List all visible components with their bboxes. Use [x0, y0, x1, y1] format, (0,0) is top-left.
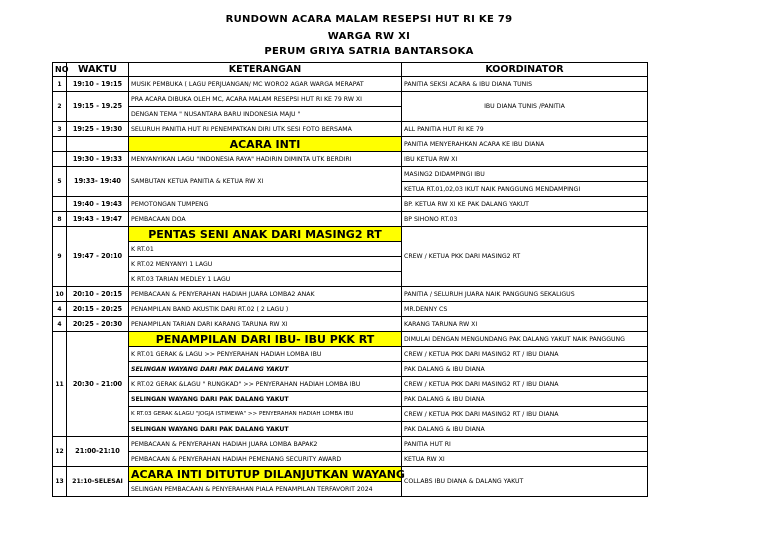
row-no — [53, 137, 67, 152]
row-no: 2 — [53, 92, 67, 122]
row-no: 12 — [53, 437, 67, 467]
row-koordinator: CREW / KETUA PKK DARI MASING2 RT — [402, 227, 648, 287]
row-keterangan: K RT.02 MENYANYI 1 LAGU — [129, 257, 402, 272]
table-row — [53, 122, 648, 137]
row-waktu: 19:40 - 19:43 — [67, 197, 129, 212]
row-koordinator: PAK DALANG & IBU DIANA — [402, 422, 648, 437]
row-no: 1 — [53, 77, 67, 92]
row-waktu: 19:15 - 19.25 — [67, 92, 129, 122]
table-header-row — [53, 63, 648, 77]
row-no: 4 — [53, 302, 67, 317]
row-koordinator: PANITIA / SELURUH JUARA NAIK PANGGUNG SEKALIGUS — [402, 287, 648, 302]
section-banner-pkk: PENAMPILAN DARI IBU- IBU PKK RT — [129, 332, 402, 347]
row-waktu: 19:43 - 19:47 — [67, 212, 129, 227]
col-waktu: WAKTU — [67, 63, 129, 77]
row-no: 10 — [53, 287, 67, 302]
section-banner-penutup: ACARA INTI DITUTUP DILANJUTKAN WAYANG — [129, 467, 402, 482]
row-koordinator: KARANG TARUNA RW XI — [402, 317, 648, 332]
row-waktu: 19:47 - 20:10 — [67, 227, 129, 287]
row-waktu: 21:00-21:10 — [67, 437, 129, 467]
table-row — [53, 167, 648, 182]
row-keterangan: K RT.03 GERAK &LAGU "JOGJA ISTIMEWA" >> PENYERAHAN HADIAH LOMBA IBU — [129, 407, 402, 422]
row-keterangan: PEMBACAAN & PENYERAHAN HADIAH JUARA LOMBA BAPAK2 — [129, 437, 402, 452]
row-koordinator: KETUA RT.01,02,03 IKUT NAIK PANGGUNG MENDAMPINGI — [402, 182, 648, 197]
row-koordinator: ALL PANITIA HUT RI KE 79 — [402, 122, 648, 137]
table-row — [53, 347, 648, 362]
table-row — [53, 302, 648, 317]
section-banner-acara-inti: ACARA INTI — [129, 137, 402, 152]
doc-subtitle: WARGA RW XI — [327, 31, 411, 42]
table-row — [53, 137, 648, 152]
row-koordinator: IBU KETUA RW XI — [402, 152, 648, 167]
row-waktu: 20:10 - 20:15 — [67, 287, 129, 302]
col-keterangan: KETERANGAN — [129, 63, 402, 77]
table-row — [53, 422, 648, 437]
row-keterangan: PENAMPILAN TARIAN DARI KARANG TARUNA RW XI — [129, 317, 402, 332]
row-keterangan: SAMBUTAN KETUA PANITIA & KETUA RW XI — [129, 167, 402, 197]
row-no: 4 — [53, 317, 67, 332]
row-no: 5 — [53, 167, 67, 197]
row-koordinator: KETUA RW XI — [402, 452, 648, 467]
row-koordinator: CREW / KETUA PKK DARI MASING2 RT / IBU DIANA — [402, 407, 648, 422]
row-koordinator: CREW / KETUA PKK DARI MASING2 RT / IBU DIANA — [402, 347, 648, 362]
row-keterangan: K RT.01 — [129, 242, 402, 257]
row-no — [53, 152, 67, 167]
row-waktu: 19:10 - 19:15 — [67, 77, 129, 92]
row-koordinator: MASING2 DIDAMPINGI IBU — [402, 167, 648, 182]
row-keterangan: PEMBACAAN DOA — [129, 212, 402, 227]
col-koordinator: KOORDINATOR — [402, 63, 648, 77]
row-waktu: 20:30 - 21:00 — [67, 332, 129, 437]
row-keterangan: SELINGAN WAYANG DARI PAK DALANG YAKUT — [129, 422, 402, 437]
row-keterangan: K RT.02 GERAK &LAGU " RUNGKAD" >> PENYERAHAN HADIAH LOMBA IBU — [129, 377, 402, 392]
row-koordinator: PANITIA SEKSI ACARA & IBU DIANA TUNIS — [402, 77, 648, 92]
section-banner-pentas-seni: PENTAS SENI ANAK DARI MASING2 RT — [129, 227, 402, 242]
row-no — [53, 197, 67, 212]
row-keterangan: SELINGAN PEMBACAAN & PENYERAHAN PIALA PENAMPILAN TERFAVORIT 2024 — [129, 482, 402, 497]
row-koordinator: PAK DALANG & IBU DIANA — [402, 362, 648, 377]
row-koordinator: CREW / KETUA PKK DARI MASING2 RT / IBU DIANA — [402, 377, 648, 392]
row-koordinator: IBU DIANA TUNIS /PANITIA — [402, 92, 648, 122]
table-row — [53, 212, 648, 227]
table-row — [53, 407, 648, 422]
row-waktu: 20:15 - 20:25 — [67, 302, 129, 317]
table-row — [53, 377, 648, 392]
table-row — [53, 362, 648, 377]
row-keterangan: DENGAN TEMA " NUSANTARA BARU INDONESIA MAJU " — [129, 107, 402, 122]
row-koordinator: COLLABS IBU DIANA & DALANG YAKUT — [402, 467, 648, 497]
row-keterangan: MUSIK PEMBUKA ( LAGU PERJUANGAN/ MC WORO2 AGAR WARGA MERAPAT — [129, 77, 402, 92]
row-keterangan: PEMBACAAN & PENYERAHAN HADIAH PEMENANG SECURITY AWARD — [129, 452, 402, 467]
row-keterangan: MENYANYIKAN LAGU "INDONESIA RAYA" HADIRIN DIMINTA UTK BERDIRI — [129, 152, 402, 167]
table-row — [53, 197, 648, 212]
row-keterangan: K RT.01 GERAK & LAGU >> PENYERAHAN HADIAH LOMBA IBU — [129, 347, 402, 362]
row-no: 13 — [53, 467, 67, 497]
col-no: NO — [53, 63, 67, 77]
row-keterangan: SELURUH PANITIA HUT RI PENEMPATKAN DIRI UTK SESI FOTO BERSAMA — [129, 122, 402, 137]
doc-title: RUNDOWN ACARA MALAM RESEPSI HUT RI KE 79 — [225, 14, 513, 25]
row-koordinator: PAK DALANG & IBU DIANA — [402, 392, 648, 407]
row-keterangan: PRA ACARA DIBUKA OLEH MC, ACARA MALAM RESEPSI HUT RI KE 79 RW XI — [129, 92, 402, 107]
row-no: 3 — [53, 122, 67, 137]
row-koordinator: PANITIA MENYERAHKAN ACARA KE IBU DIANA — [402, 137, 648, 152]
table-row — [53, 467, 648, 482]
rundown-table — [52, 62, 648, 497]
table-row — [53, 392, 648, 407]
table-row — [53, 227, 648, 242]
row-waktu: 19:25 - 19:30 — [67, 122, 129, 137]
row-waktu: 19:33- 19:40 — [67, 167, 129, 197]
row-no: 11 — [53, 332, 67, 437]
table-row — [53, 287, 648, 302]
row-keterangan: PEMBACAAN & PENYERAHAN HADIAH JUARA LOMBA2 ANAK — [129, 287, 402, 302]
row-keterangan: SELINGAN WAYANG DARI PAK DALANG YAKUT — [129, 392, 402, 407]
table-row — [53, 437, 648, 452]
row-koordinator: BP SIHONO RT.03 — [402, 212, 648, 227]
row-koordinator: DIMULAI DENGAN MENGUNDANG PAK DALANG YAKUT NAIK PANGGUNG — [402, 332, 648, 347]
table-row — [53, 317, 648, 332]
table-row — [53, 332, 648, 347]
row-koordinator: PANITIA HUT RI — [402, 437, 648, 452]
row-koordinator: BP. KETUA RW XI KE PAK DALANG YAKUT — [402, 197, 648, 212]
table-row — [53, 92, 648, 107]
table-row — [53, 152, 648, 167]
table-row — [53, 77, 648, 92]
doc-location: PERUM GRIYA SATRIA BANTARSOKA — [264, 46, 474, 57]
row-waktu — [67, 137, 129, 152]
row-koordinator: MR.DENNY CS — [402, 302, 648, 317]
table-row — [53, 452, 648, 467]
row-keterangan: SELINGAN WAYANG DARI PAK DALANG YAKUT — [129, 362, 402, 377]
row-no: 9 — [53, 227, 67, 287]
row-waktu: 20:25 - 20:30 — [67, 317, 129, 332]
row-keterangan: PENAMPILAN BAND AKUSTIK DARI RT.02 ( 2 LAGU ) — [129, 302, 402, 317]
row-waktu: 21:10-SELESAI — [67, 467, 129, 497]
row-keterangan: K RT.03 TARIAN MEDLEY 1 LAGU — [129, 272, 402, 287]
row-keterangan: PEMOTONGAN TUMPENG — [129, 197, 402, 212]
row-no: 8 — [53, 212, 67, 227]
row-waktu: 19:30 - 19:33 — [67, 152, 129, 167]
